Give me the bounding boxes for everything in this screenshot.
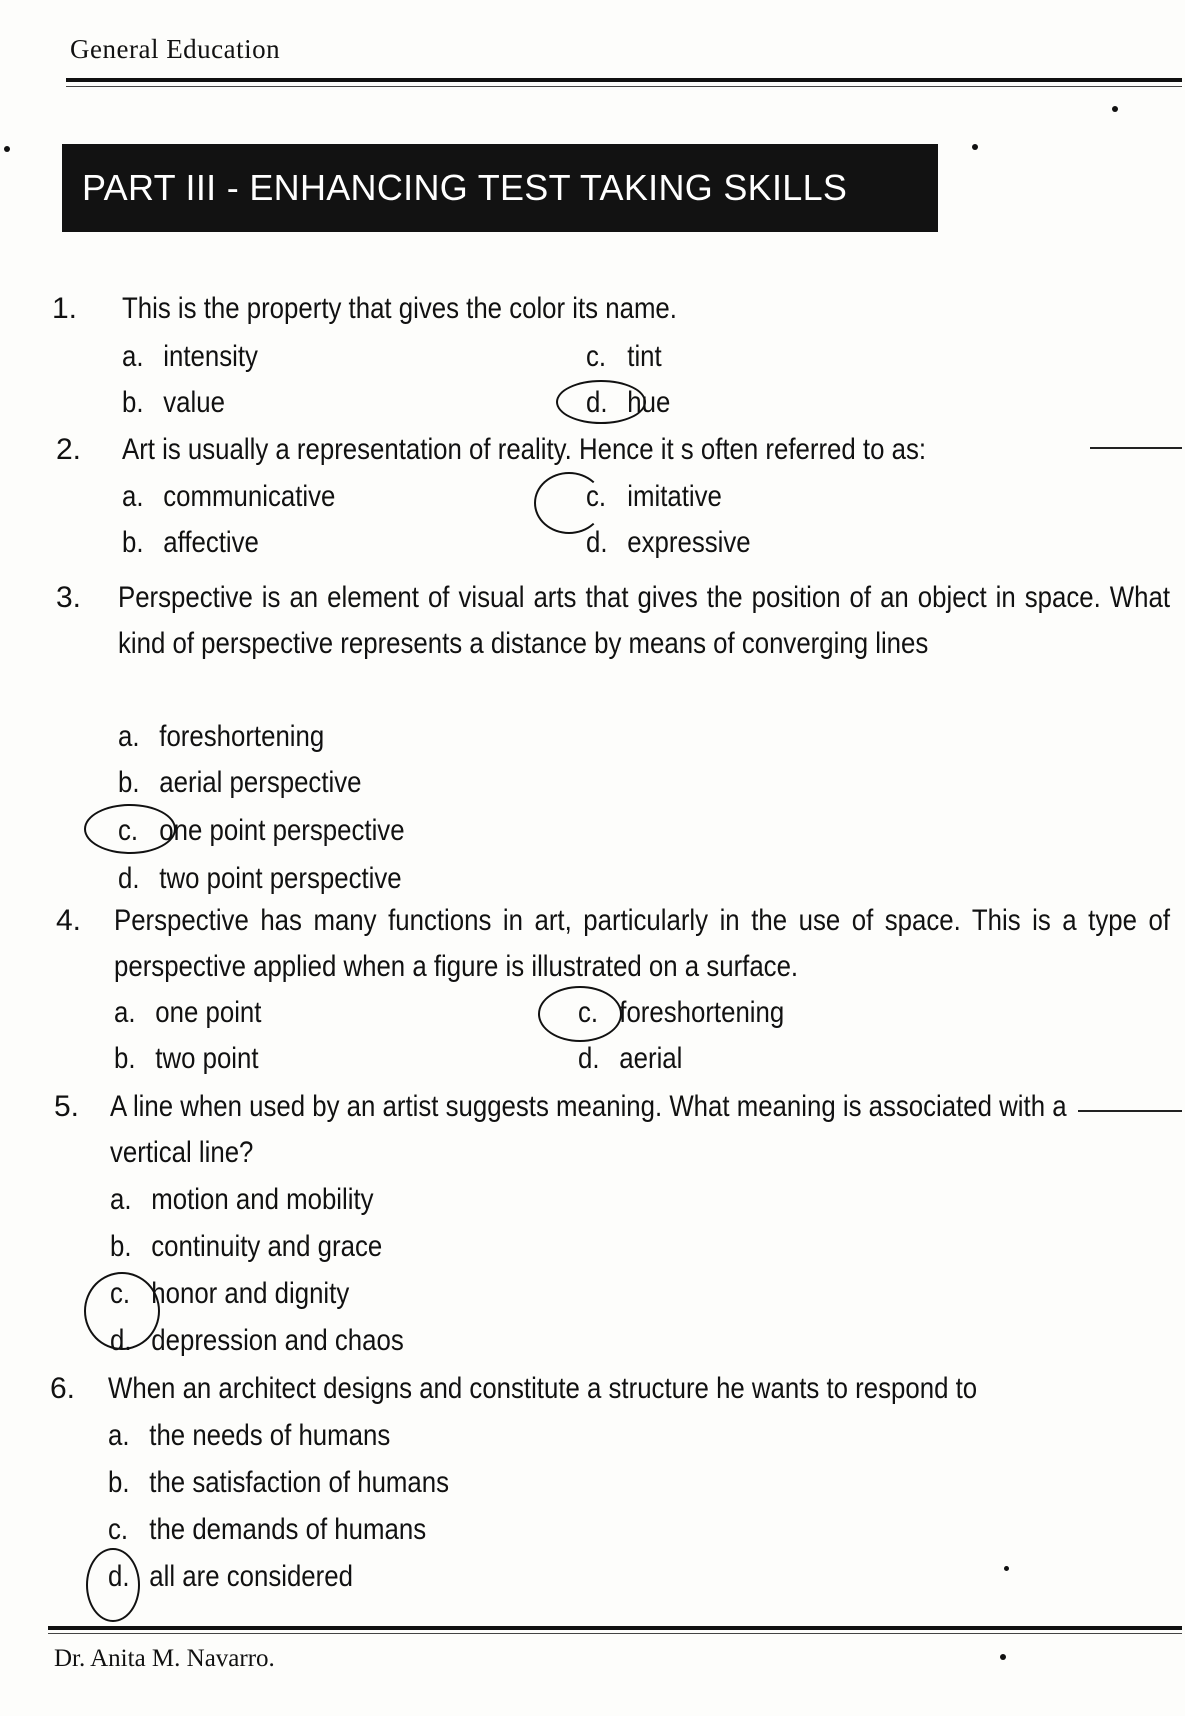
- option-a[interactable]: [122, 474, 335, 520]
- option-text: depression and chaos: [151, 1324, 404, 1357]
- option-text: affective: [163, 526, 259, 559]
- question-number: 2.: [56, 433, 82, 466]
- option-letter: b.: [118, 766, 140, 799]
- scan-speck: [1112, 106, 1118, 112]
- option-d[interactable]: [118, 856, 402, 902]
- option-text: honor and dignity: [151, 1277, 350, 1310]
- answer-circle-mark: [538, 986, 622, 1042]
- option-a[interactable]: [108, 1413, 390, 1459]
- question-stem: A line when used by an artist suggests meaning. What meaning is associated with a vertical line?: [110, 1090, 1067, 1169]
- scan-speck: [4, 146, 10, 152]
- footer-author: Dr. Anita M. Navarro.: [54, 1645, 275, 1672]
- option-text: hue: [627, 386, 671, 419]
- part-banner: PART III - ENHANCING TEST TAKING SKILLS: [62, 144, 938, 232]
- option-a[interactable]: [122, 334, 258, 380]
- option-text: continuity and grace: [151, 1230, 383, 1263]
- option-a[interactable]: [118, 714, 324, 760]
- scan-speck: [1000, 1654, 1006, 1660]
- option-text: intensity: [163, 340, 258, 373]
- option-letter: d.: [578, 1042, 600, 1075]
- option-text: foreshortening: [619, 996, 785, 1029]
- option-b[interactable]: [114, 1036, 259, 1082]
- option-text: communicative: [163, 480, 336, 513]
- option-text: aerial: [619, 1042, 683, 1075]
- scan-speck: [1004, 1566, 1009, 1571]
- option-c[interactable]: [586, 474, 722, 520]
- option-text: two point: [155, 1042, 259, 1075]
- question-number: 4.: [56, 904, 82, 937]
- option-text: tint: [627, 340, 662, 373]
- option-letter: b.: [108, 1466, 130, 1499]
- scribble-line: [1078, 1110, 1182, 1112]
- question-stem: This is the property that gives the color its name.: [122, 292, 677, 325]
- option-text: two point perspective: [159, 862, 402, 895]
- question-number: 3.: [56, 581, 82, 614]
- question-number: 5.: [54, 1090, 80, 1123]
- question-stem: When an architect designs and constitute a structure he wants to respond to: [108, 1372, 978, 1405]
- option-letter: a.: [108, 1419, 130, 1452]
- option-letter: a.: [118, 720, 140, 753]
- option-letter: c.: [586, 340, 607, 373]
- option-b[interactable]: [110, 1224, 382, 1270]
- option-text: foreshortening: [159, 720, 325, 753]
- option-b[interactable]: [118, 760, 361, 806]
- option-text: the demands of humans: [149, 1513, 427, 1546]
- option-letter: a.: [122, 480, 144, 513]
- option-text: the needs of humans: [149, 1419, 391, 1452]
- option-text: the satisfaction of humans: [149, 1466, 450, 1499]
- question-number: 1.: [52, 292, 78, 325]
- answer-circle-mark: [84, 804, 176, 854]
- option-text: one point: [155, 996, 262, 1029]
- option-a[interactable]: [114, 990, 261, 1036]
- page-header-title: General Education: [70, 34, 281, 64]
- option-text: motion and mobility: [151, 1183, 374, 1216]
- option-letter: d.: [586, 386, 608, 419]
- option-letter: c.: [578, 996, 599, 1029]
- question-number: 6.: [50, 1372, 76, 1405]
- answer-circle-mark: [534, 472, 604, 534]
- option-letter: c.: [586, 480, 607, 513]
- footer-rule-thin: [48, 1633, 1182, 1634]
- option-letter: c.: [118, 814, 139, 847]
- option-text: aerial perspective: [159, 766, 362, 799]
- option-letter: d.: [110, 1324, 132, 1357]
- option-letter: d.: [108, 1560, 130, 1593]
- option-letter: b.: [122, 386, 144, 419]
- question-stem: Perspective has many functions in art, particularly in the use of space. This is a type of perspective applied when a figure is illustrated on a surface.: [114, 904, 1170, 983]
- answer-circle-mark: [86, 1548, 140, 1622]
- option-c[interactable]: [586, 334, 662, 380]
- option-b[interactable]: [108, 1460, 449, 1506]
- answer-circle-mark: [84, 1272, 160, 1350]
- option-a[interactable]: [110, 1177, 374, 1223]
- option-text: value: [163, 386, 225, 419]
- option-b[interactable]: [122, 380, 225, 426]
- option-letter: a.: [114, 996, 136, 1029]
- option-d[interactable]: [586, 520, 751, 566]
- option-letter: a.: [110, 1183, 132, 1216]
- option-letter: a.: [122, 340, 144, 373]
- option-b[interactable]: [122, 520, 259, 566]
- option-letter: b.: [122, 526, 144, 559]
- scan-speck: [972, 144, 978, 150]
- option-text: imitative: [627, 480, 722, 513]
- scribble-line: [1090, 447, 1182, 449]
- option-c[interactable]: [108, 1507, 426, 1553]
- question-stem: Art is usually a representation of reality. Hence it s often referred to as:: [122, 433, 927, 466]
- answer-circle-mark: [556, 380, 646, 424]
- option-d[interactable]: [578, 1036, 682, 1082]
- option-text: one point perspective: [159, 814, 405, 847]
- footer-rule: [48, 1626, 1182, 1630]
- option-d[interactable]: [108, 1554, 353, 1600]
- option-text: all are considered: [149, 1560, 353, 1593]
- question-stem: Perspective is an element of visual arts that gives the position of an object in space. What kind of perspective represents a distance by means of converging lines: [118, 581, 1170, 660]
- option-text: expressive: [627, 526, 751, 559]
- option-letter: c.: [110, 1277, 131, 1310]
- option-letter: c.: [108, 1513, 129, 1546]
- option-letter: b.: [114, 1042, 136, 1075]
- option-letter: d.: [586, 526, 608, 559]
- option-letter: d.: [118, 862, 140, 895]
- option-letter: b.: [110, 1230, 132, 1263]
